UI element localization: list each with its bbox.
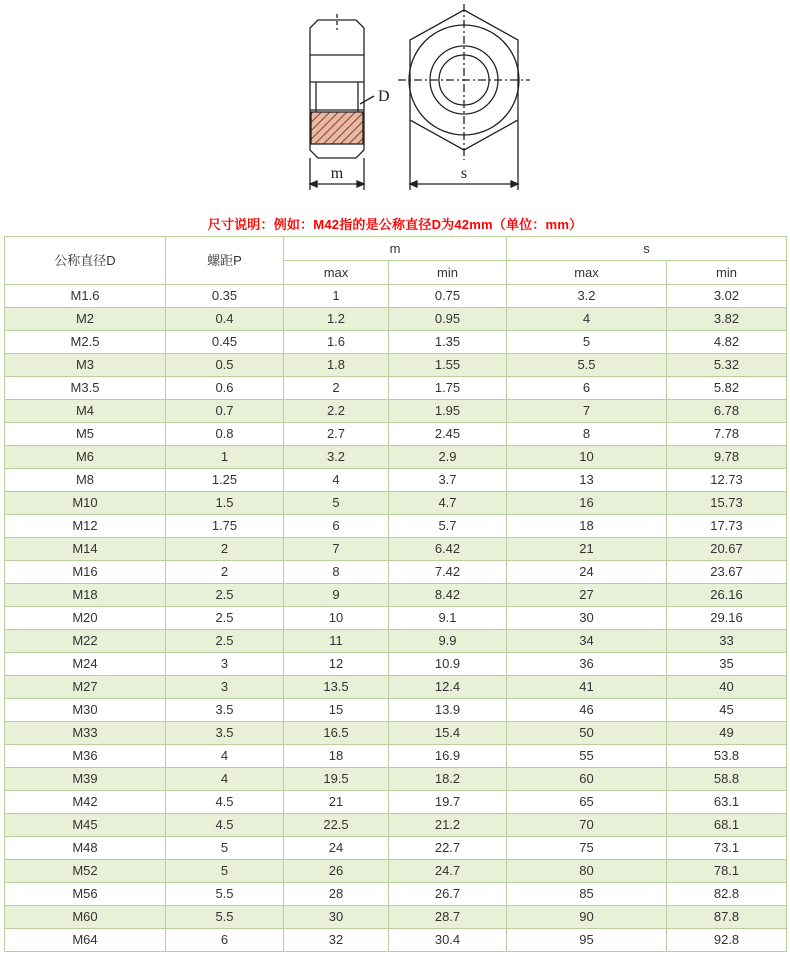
cell-diameter: M24 <box>5 653 166 676</box>
cell-s-min: 7.78 <box>667 423 787 446</box>
cell-m-min: 22.7 <box>389 837 507 860</box>
cell-m-max: 3.2 <box>284 446 389 469</box>
cell-s-max: 34 <box>507 630 667 653</box>
cell-m-max: 2 <box>284 377 389 400</box>
header-s: s <box>507 237 787 261</box>
cell-m-max: 12 <box>284 653 389 676</box>
cell-diameter: M56 <box>5 883 166 906</box>
cell-pitch: 1.75 <box>166 515 284 538</box>
cell-m-min: 9.1 <box>389 607 507 630</box>
table-row <box>5 630 787 653</box>
table-row <box>5 929 787 952</box>
cell-diameter: M4 <box>5 400 166 423</box>
cell-s-min: 4.82 <box>667 331 787 354</box>
cell-m-min: 6.42 <box>389 538 507 561</box>
cell-s-min: 82.8 <box>667 883 787 906</box>
cell-m-min: 1.35 <box>389 331 507 354</box>
cell-s-max: 10 <box>507 446 667 469</box>
cell-pitch: 2 <box>166 538 284 561</box>
cell-m-min: 1.75 <box>389 377 507 400</box>
cell-s-min: 17.73 <box>667 515 787 538</box>
header-m-max: max <box>284 261 389 285</box>
cell-s-min: 53.8 <box>667 745 787 768</box>
table-row <box>5 492 787 515</box>
cell-s-min: 92.8 <box>667 929 787 952</box>
dimension-caption: 尺寸说明：例如：M42指的是公称直径D为42mm（单位：mm） <box>207 217 583 232</box>
table-row <box>5 906 787 929</box>
table-row <box>5 538 787 561</box>
cell-pitch: 0.4 <box>166 308 284 331</box>
cell-m-max: 30 <box>284 906 389 929</box>
table-row <box>5 354 787 377</box>
cell-s-max: 5 <box>507 331 667 354</box>
cell-s-min: 87.8 <box>667 906 787 929</box>
header-m-min: min <box>389 261 507 285</box>
cell-m-min: 30.4 <box>389 929 507 952</box>
cell-s-max: 90 <box>507 906 667 929</box>
cell-pitch: 5 <box>166 837 284 860</box>
cell-pitch: 0.7 <box>166 400 284 423</box>
cell-m-min: 7.42 <box>389 561 507 584</box>
table-row <box>5 814 787 837</box>
cell-s-min: 45 <box>667 699 787 722</box>
cell-s-min: 15.73 <box>667 492 787 515</box>
cell-diameter: M27 <box>5 676 166 699</box>
cell-diameter: M8 <box>5 469 166 492</box>
cell-pitch: 6 <box>166 929 284 952</box>
cell-s-min: 40 <box>667 676 787 699</box>
cell-m-min: 21.2 <box>389 814 507 837</box>
cell-pitch: 5 <box>166 860 284 883</box>
cell-s-min: 6.78 <box>667 400 787 423</box>
cell-pitch: 2.5 <box>166 584 284 607</box>
table-row <box>5 377 787 400</box>
header-diameter: 公称直径D <box>5 237 166 285</box>
cell-m-min: 3.7 <box>389 469 507 492</box>
cell-pitch: 3 <box>166 653 284 676</box>
hex-nut-drawing <box>0 0 790 205</box>
cell-m-min: 10.9 <box>389 653 507 676</box>
cell-m-min: 2.9 <box>389 446 507 469</box>
cell-pitch: 4 <box>166 768 284 791</box>
table-row <box>5 331 787 354</box>
cell-m-max: 1.8 <box>284 354 389 377</box>
cell-s-max: 18 <box>507 515 667 538</box>
cell-m-min: 2.45 <box>389 423 507 446</box>
table-row <box>5 423 787 446</box>
cell-diameter: M36 <box>5 745 166 768</box>
cell-m-max: 16.5 <box>284 722 389 745</box>
cell-diameter: M52 <box>5 860 166 883</box>
hex-nut-spec-table <box>4 236 787 952</box>
cell-s-min: 73.1 <box>667 837 787 860</box>
cell-m-min: 13.9 <box>389 699 507 722</box>
cell-s-max: 50 <box>507 722 667 745</box>
cell-pitch: 1 <box>166 446 284 469</box>
table-row <box>5 653 787 676</box>
cell-s-max: 80 <box>507 860 667 883</box>
header-s-max: max <box>507 261 667 285</box>
table-row <box>5 699 787 722</box>
cell-m-max: 28 <box>284 883 389 906</box>
header-s-min: min <box>667 261 787 285</box>
cell-pitch: 0.6 <box>166 377 284 400</box>
cell-diameter: M64 <box>5 929 166 952</box>
cell-pitch: 1.25 <box>166 469 284 492</box>
cell-m-max: 24 <box>284 837 389 860</box>
cell-pitch: 3 <box>166 676 284 699</box>
table-row <box>5 676 787 699</box>
cell-s-max: 60 <box>507 768 667 791</box>
cell-m-max: 1.2 <box>284 308 389 331</box>
cell-diameter: M18 <box>5 584 166 607</box>
cell-diameter: M20 <box>5 607 166 630</box>
cell-m-max: 18 <box>284 745 389 768</box>
cell-m-max: 32 <box>284 929 389 952</box>
cell-diameter: M2.5 <box>5 331 166 354</box>
cell-s-max: 65 <box>507 791 667 814</box>
cell-s-min: 29.16 <box>667 607 787 630</box>
label-d: D <box>378 88 390 105</box>
cell-diameter: M1.6 <box>5 285 166 308</box>
cell-s-min: 26.16 <box>667 584 787 607</box>
cell-m-max: 6 <box>284 515 389 538</box>
cell-m-min: 0.75 <box>389 285 507 308</box>
cell-s-max: 6 <box>507 377 667 400</box>
cell-s-min: 78.1 <box>667 860 787 883</box>
cell-s-min: 63.1 <box>667 791 787 814</box>
table-row <box>5 791 787 814</box>
cell-s-min: 20.67 <box>667 538 787 561</box>
header-row-1 <box>5 237 787 261</box>
table-row <box>5 607 787 630</box>
cell-m-min: 5.7 <box>389 515 507 538</box>
cell-s-min: 49 <box>667 722 787 745</box>
cell-diameter: M16 <box>5 561 166 584</box>
cell-m-max: 1 <box>284 285 389 308</box>
cell-diameter: M33 <box>5 722 166 745</box>
cell-m-min: 16.9 <box>389 745 507 768</box>
table-row <box>5 584 787 607</box>
label-s: s <box>460 165 468 182</box>
cell-m-max: 8 <box>284 561 389 584</box>
cell-s-min: 33 <box>667 630 787 653</box>
table-body <box>5 285 787 952</box>
cell-m-min: 24.7 <box>389 860 507 883</box>
cell-m-min: 9.9 <box>389 630 507 653</box>
cell-m-max: 2.7 <box>284 423 389 446</box>
cell-m-min: 15.4 <box>389 722 507 745</box>
cell-pitch: 2.5 <box>166 607 284 630</box>
table-row <box>5 860 787 883</box>
cell-m-min: 0.95 <box>389 308 507 331</box>
cell-s-max: 3.2 <box>507 285 667 308</box>
cell-s-max: 16 <box>507 492 667 515</box>
cell-s-max: 95 <box>507 929 667 952</box>
cell-m-max: 21 <box>284 791 389 814</box>
table-row <box>5 561 787 584</box>
cell-s-max: 55 <box>507 745 667 768</box>
cell-diameter: M2 <box>5 308 166 331</box>
table-row <box>5 285 787 308</box>
cell-pitch: 4 <box>166 745 284 768</box>
cell-s-max: 46 <box>507 699 667 722</box>
table-row <box>5 745 787 768</box>
cell-s-max: 7 <box>507 400 667 423</box>
table-row <box>5 515 787 538</box>
cell-pitch: 3.5 <box>166 722 284 745</box>
cell-pitch: 4.5 <box>166 791 284 814</box>
cell-m-max: 5 <box>284 492 389 515</box>
cell-s-max: 70 <box>507 814 667 837</box>
cell-diameter: M42 <box>5 791 166 814</box>
table-row <box>5 469 787 492</box>
cell-diameter: M39 <box>5 768 166 791</box>
table-row <box>5 722 787 745</box>
cell-diameter: M60 <box>5 906 166 929</box>
cell-diameter: M6 <box>5 446 166 469</box>
cell-s-max: 41 <box>507 676 667 699</box>
cell-s-max: 24 <box>507 561 667 584</box>
cell-m-max: 1.6 <box>284 331 389 354</box>
cell-pitch: 5.5 <box>166 883 284 906</box>
cell-m-max: 11 <box>284 630 389 653</box>
cell-m-max: 22.5 <box>284 814 389 837</box>
cell-m-max: 9 <box>284 584 389 607</box>
cell-s-max: 5.5 <box>507 354 667 377</box>
cell-s-min: 23.67 <box>667 561 787 584</box>
cell-s-max: 30 <box>507 607 667 630</box>
cell-pitch: 0.5 <box>166 354 284 377</box>
cell-s-min: 58.8 <box>667 768 787 791</box>
cell-diameter: M3.5 <box>5 377 166 400</box>
cell-pitch: 2.5 <box>166 630 284 653</box>
cell-m-min: 4.7 <box>389 492 507 515</box>
table-row <box>5 308 787 331</box>
cell-s-min: 35 <box>667 653 787 676</box>
cell-m-max: 26 <box>284 860 389 883</box>
table-row <box>5 446 787 469</box>
cell-diameter: M12 <box>5 515 166 538</box>
cell-s-max: 13 <box>507 469 667 492</box>
cell-m-max: 10 <box>284 607 389 630</box>
cell-diameter: M22 <box>5 630 166 653</box>
cell-s-min: 12.73 <box>667 469 787 492</box>
header-m: m <box>284 237 507 261</box>
cell-diameter: M10 <box>5 492 166 515</box>
cell-m-max: 2.2 <box>284 400 389 423</box>
cell-s-max: 4 <box>507 308 667 331</box>
cell-pitch: 0.35 <box>166 285 284 308</box>
nut-side-view <box>310 14 374 190</box>
cell-pitch: 5.5 <box>166 906 284 929</box>
cell-m-max: 4 <box>284 469 389 492</box>
table-row <box>5 883 787 906</box>
cell-s-min: 5.32 <box>667 354 787 377</box>
cell-m-max: 15 <box>284 699 389 722</box>
cell-pitch: 0.8 <box>166 423 284 446</box>
cell-diameter: M30 <box>5 699 166 722</box>
cell-m-min: 1.95 <box>389 400 507 423</box>
cell-s-min: 68.1 <box>667 814 787 837</box>
cell-s-max: 27 <box>507 584 667 607</box>
cell-s-min: 3.82 <box>667 308 787 331</box>
cell-m-min: 28.7 <box>389 906 507 929</box>
cell-m-max: 19.5 <box>284 768 389 791</box>
cell-m-min: 19.7 <box>389 791 507 814</box>
cell-pitch: 2 <box>166 561 284 584</box>
cell-s-min: 3.02 <box>667 285 787 308</box>
cell-m-min: 1.55 <box>389 354 507 377</box>
cell-s-max: 36 <box>507 653 667 676</box>
cell-diameter: M3 <box>5 354 166 377</box>
cell-diameter: M48 <box>5 837 166 860</box>
cell-m-min: 18.2 <box>389 768 507 791</box>
cell-pitch: 1.5 <box>166 492 284 515</box>
table-row <box>5 837 787 860</box>
cell-s-max: 75 <box>507 837 667 860</box>
cell-m-min: 8.42 <box>389 584 507 607</box>
cell-pitch: 4.5 <box>166 814 284 837</box>
nut-front-view <box>398 4 530 190</box>
table-row <box>5 768 787 791</box>
cell-m-min: 26.7 <box>389 883 507 906</box>
label-m: m <box>330 165 344 182</box>
cell-pitch: 0.45 <box>166 331 284 354</box>
cell-pitch: 3.5 <box>166 699 284 722</box>
header-pitch: 螺距P <box>166 237 284 285</box>
cell-s-max: 85 <box>507 883 667 906</box>
cell-m-max: 13.5 <box>284 676 389 699</box>
table-row <box>5 400 787 423</box>
cell-diameter: M45 <box>5 814 166 837</box>
cell-diameter: M14 <box>5 538 166 561</box>
cell-s-max: 21 <box>507 538 667 561</box>
cell-m-max: 7 <box>284 538 389 561</box>
cell-s-min: 9.78 <box>667 446 787 469</box>
cell-m-min: 12.4 <box>389 676 507 699</box>
cell-s-min: 5.82 <box>667 377 787 400</box>
cell-diameter: M5 <box>5 423 166 446</box>
cell-s-max: 8 <box>507 423 667 446</box>
